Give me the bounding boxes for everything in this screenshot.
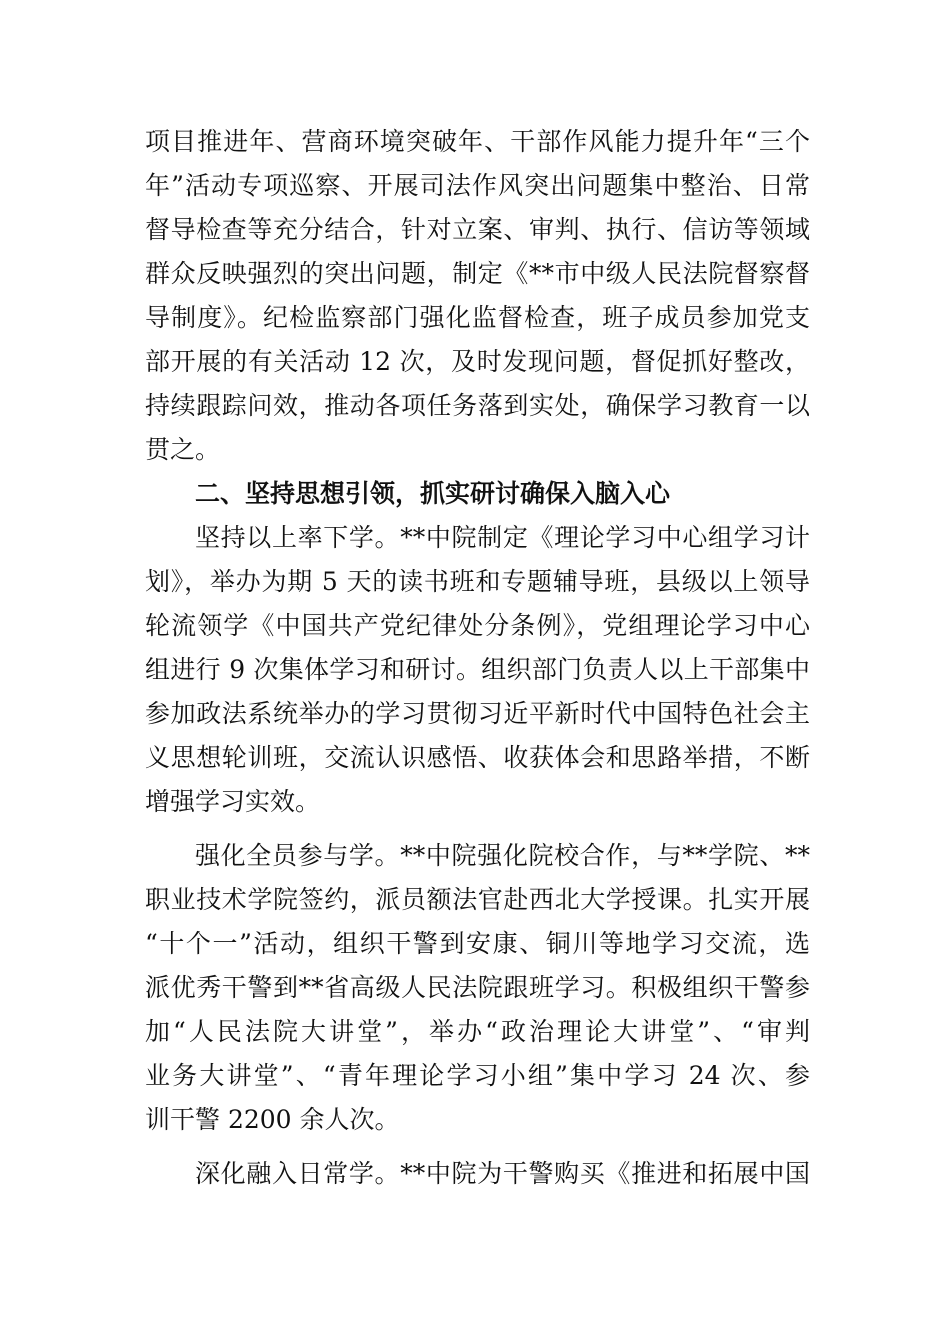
- body-text-line: 划》，举办为期 5 天的读书班和专题辅导班，县级以上领导: [145, 567, 810, 596]
- section-heading: 二、坚持思想引领，抓实研讨确保入脑入心: [195, 479, 671, 508]
- body-text-line: “十个一”活动，组织干警到安康、铜川等地学习交流，选: [145, 929, 810, 958]
- body-text-line: 派优秀干警到**省高级人民法院跟班学习。积极组织干警参: [145, 973, 810, 1002]
- body-text-line: 群众反映强烈的突出问题，制定《**市中级人民法院督察督: [145, 259, 810, 288]
- body-text-line: 项目推进年、营商环境突破年、干部作风能力提升年“三个: [145, 127, 810, 156]
- body-text-line: 参加政法系统举办的学习贯彻习近平新时代中国特色社会主: [145, 699, 810, 728]
- body-text-line: 贯之。: [145, 435, 221, 464]
- body-text-line: 义思想轮训班，交流认识感悟、收获体会和思路举措，不断: [145, 743, 810, 772]
- body-text-line: 督导检查等充分结合，针对立案、审判、执行、信访等领域: [145, 215, 810, 244]
- paragraph-first-line: 坚持以上率下学。**中院制定《理论学习中心组学习计: [195, 523, 810, 552]
- body-text-line: 职业技术学院签约，派员额法官赴西北大学授课。扎实开展: [145, 885, 810, 914]
- body-text-line: 部开展的有关活动 12 次，及时发现问题，督促抓好整改，: [145, 347, 810, 376]
- body-text-line: 导制度》。纪检监察部门强化监督检查，班子成员参加党支: [145, 303, 810, 332]
- body-text-line: 增强学习实效。: [145, 787, 321, 816]
- paragraph-first-line: 强化全员参与学。**中院强化院校合作，与**学院、**: [195, 841, 810, 870]
- body-text-line: 持续跟踪问效，推动各项任务落到实处，确保学习教育一以: [145, 391, 810, 420]
- body-text-line: 轮流领学《中国共产党纪律处分条例》，党组理论学习中心: [145, 611, 810, 640]
- body-text-line: 业务大讲堂”、“青年理论学习小组”集中学习 24 次、参: [145, 1061, 810, 1090]
- body-text-line: 加“人民法院大讲堂”，举办“政治理论大讲堂”、“审判: [145, 1017, 810, 1046]
- body-text-line: 组进行 9 次集体学习和研讨。组织部门负责人以上干部集中: [145, 655, 810, 684]
- paragraph-first-line: 深化融入日常学。**中院为干警购买《推进和拓展中国: [195, 1159, 810, 1188]
- body-text-line: 年”活动专项巡察、开展司法作风突出问题集中整治、日常: [145, 171, 810, 200]
- body-text-line: 训干警 2200 余人次。: [145, 1105, 400, 1134]
